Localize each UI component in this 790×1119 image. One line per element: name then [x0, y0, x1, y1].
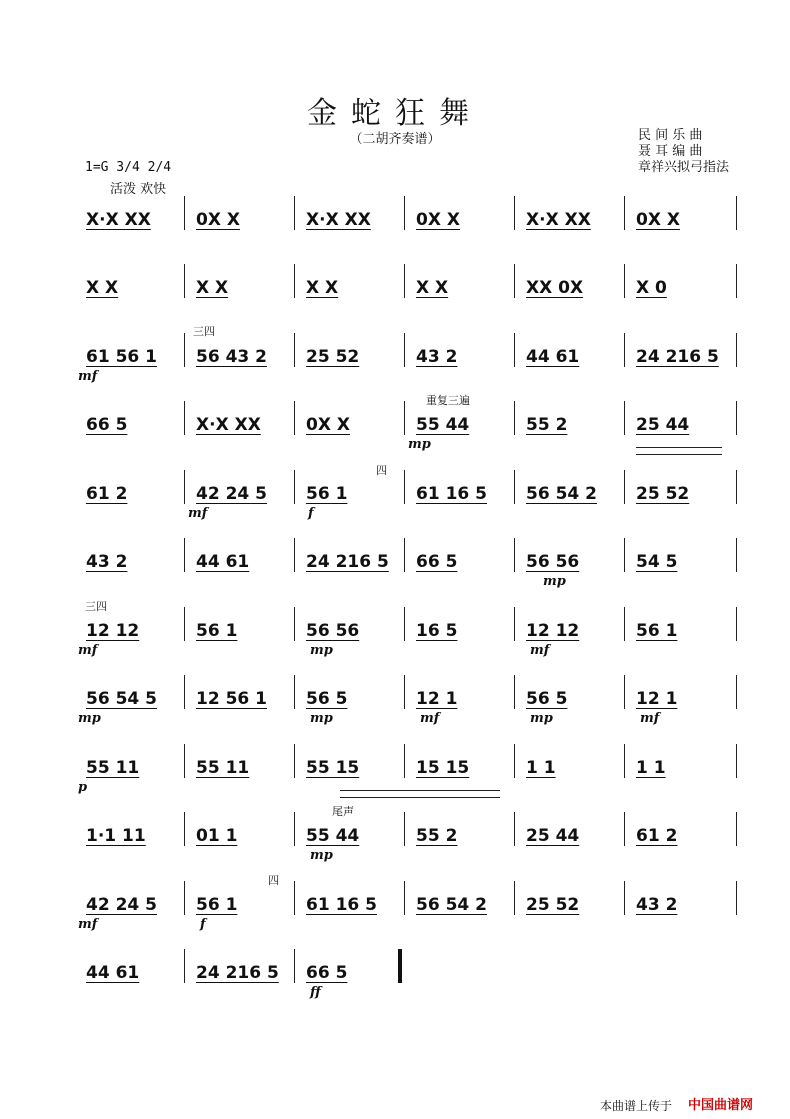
measure-notes: X·X XX [86, 210, 151, 230]
bar-line [736, 470, 737, 504]
bar-line [736, 401, 737, 435]
measure-notes: 12 12 [526, 621, 580, 641]
bar-line [184, 675, 185, 709]
bar-line [184, 538, 185, 572]
dynamic-marking: mf [640, 711, 660, 726]
dynamic-marking: mp [310, 643, 333, 658]
score-row [78, 210, 738, 254]
bar-line [404, 470, 405, 504]
measure-notes: 56 1 [306, 484, 348, 504]
measure-notes: 66 5 [416, 552, 458, 572]
dynamic-marking: mf [78, 917, 98, 932]
measure-notes: 42 24 5 [196, 484, 267, 504]
bar-line [404, 744, 405, 778]
measure-notes: 56 5 [526, 689, 568, 709]
credit-origin: 民 间 乐 曲 [638, 128, 703, 143]
bar-line [514, 744, 515, 778]
measure-notes: 1 1 [636, 758, 666, 778]
bar-line [624, 538, 625, 572]
measure-notes: 01 1 [196, 826, 238, 846]
measure-notes: 56 1 [196, 621, 238, 641]
bar-line [184, 196, 185, 230]
measure-notes: X X [416, 278, 449, 298]
dynamic-marking: mf [78, 643, 98, 658]
bar-line [624, 401, 625, 435]
bar-line [294, 607, 295, 641]
measure-notes: 44 61 [86, 963, 140, 983]
bar-line [514, 812, 515, 846]
measure-notes: X·X XX [306, 210, 371, 230]
bar-line [294, 264, 295, 298]
measure-notes: 61 16 5 [416, 484, 487, 504]
bar-line [514, 470, 515, 504]
measure-notes: 25 52 [526, 895, 580, 915]
dynamic-marking: mp [543, 574, 566, 589]
measure-notes: 0X X [416, 210, 460, 230]
score-row [78, 895, 738, 939]
bar-line [514, 538, 515, 572]
dynamic-marking: mp [310, 848, 333, 863]
credits [638, 128, 729, 176]
coda-label: 尾声 [332, 805, 354, 818]
bar-line [184, 881, 185, 915]
measure-notes: 44 61 [196, 552, 250, 572]
bar-line [736, 538, 737, 572]
bar-line [294, 744, 295, 778]
measure-notes: X X [86, 278, 119, 298]
bar-line [736, 744, 737, 778]
bar-line [294, 401, 295, 435]
dynamic-marking: f [308, 506, 314, 521]
fingering-mark: 四 [376, 464, 387, 477]
measure-notes: 56 5 [306, 689, 348, 709]
dynamic-marking: mp [408, 437, 431, 452]
dynamic-marking: mf [530, 643, 550, 658]
measure-notes: 56 54 5 [86, 689, 157, 709]
measure-notes: 55 15 [306, 758, 360, 778]
bar-line [184, 470, 185, 504]
bar-line [514, 196, 515, 230]
measure-notes: 43 2 [636, 895, 678, 915]
score-row [78, 621, 738, 665]
measure-notes: 61 16 5 [306, 895, 377, 915]
measure-notes: 44 61 [526, 347, 580, 367]
bar-line [624, 264, 625, 298]
dynamic-marking: mp [310, 711, 333, 726]
measure-notes: 1 1 [526, 758, 556, 778]
bar-line [404, 264, 405, 298]
bar-line [404, 607, 405, 641]
measure-notes: 56 54 2 [416, 895, 487, 915]
bar-line [404, 196, 405, 230]
tempo-marking: 活泼 欢快 [110, 182, 167, 197]
measure-notes: 56 54 2 [526, 484, 597, 504]
bar-line [184, 949, 185, 983]
dynamic-marking: mf [78, 369, 98, 384]
measure-notes: 55 44 [306, 826, 360, 846]
measure-notes: 24 216 5 [306, 552, 389, 572]
bar-line [624, 607, 625, 641]
key-signature: 1=G 3/4 2/4 [85, 160, 172, 175]
score-row [78, 484, 738, 528]
bar-line [404, 881, 405, 915]
measure-notes: 61 2 [86, 484, 128, 504]
bar-line [624, 812, 625, 846]
bar-line [294, 196, 295, 230]
page-title: 金蛇狂舞 [307, 96, 483, 131]
measure-notes: X X [306, 278, 339, 298]
bar-line [736, 333, 737, 367]
bar-line [624, 196, 625, 230]
bar-line [184, 607, 185, 641]
measure-notes: XX 0X [526, 278, 584, 298]
measure-notes: 25 44 [636, 415, 690, 435]
measure-notes: 66 5 [86, 415, 128, 435]
measure-notes: 1·1 11 [86, 826, 146, 846]
bar-line [514, 264, 515, 298]
fingering-mark: 四 [268, 874, 279, 887]
dynamic-marking: p [78, 780, 88, 795]
bar-line [624, 675, 625, 709]
measure-notes: X·X XX [196, 415, 261, 435]
measure-notes: X 0 [636, 278, 667, 298]
measure-notes: 56 1 [636, 621, 678, 641]
measure-notes: 42 24 5 [86, 895, 157, 915]
fingering-mark: 三四 [85, 600, 107, 613]
decrescendo-hairpin [340, 790, 500, 798]
measure-notes: 61 2 [636, 826, 678, 846]
credit-arranger: 聂 耳 编 曲 [638, 144, 703, 159]
measure-notes: 12 1 [636, 689, 678, 709]
site-logo: 中国曲谱网 [688, 1098, 754, 1113]
bar-line [294, 812, 295, 846]
final-bar-line [398, 949, 402, 983]
measure-notes: 12 56 1 [196, 689, 267, 709]
measure-notes: 55 11 [196, 758, 250, 778]
bar-line [624, 333, 625, 367]
score-row [78, 552, 738, 596]
measure-notes: 24 216 5 [636, 347, 719, 367]
measure-notes: 43 2 [416, 347, 458, 367]
bar-line [736, 881, 737, 915]
bar-line [294, 470, 295, 504]
bar-line [736, 812, 737, 846]
bar-line [736, 196, 737, 230]
bar-line [404, 401, 405, 435]
score-row [78, 826, 738, 870]
measure-notes: 24 216 5 [196, 963, 279, 983]
score-row [78, 278, 738, 322]
dynamic-marking: mp [530, 711, 553, 726]
measure-notes: 0X X [306, 415, 350, 435]
measure-notes: 12 1 [416, 689, 458, 709]
bar-line [736, 607, 737, 641]
measure-notes: 55 44 [416, 415, 470, 435]
bar-line [514, 333, 515, 367]
bar-line [294, 333, 295, 367]
bar-line [514, 881, 515, 915]
bar-line [514, 401, 515, 435]
credit-bowing: 章祥兴拟弓指法 [638, 160, 730, 175]
bar-line [404, 538, 405, 572]
measure-notes: 55 11 [86, 758, 140, 778]
footer-text: 本曲谱上传于 [600, 1099, 673, 1113]
decrescendo-hairpin [636, 447, 722, 455]
measure-notes: 55 2 [526, 415, 568, 435]
bar-line [624, 470, 625, 504]
measure-notes: 56 43 2 [196, 347, 267, 367]
repeat-instruction: 重复三遍 [426, 394, 470, 407]
bar-line [514, 675, 515, 709]
measure-notes: X X [196, 278, 229, 298]
bar-line [404, 675, 405, 709]
bar-line [184, 812, 185, 846]
measure-notes: 25 44 [526, 826, 580, 846]
bar-line [294, 881, 295, 915]
measure-notes: 56 1 [196, 895, 238, 915]
bar-line [294, 949, 295, 983]
bar-line [294, 538, 295, 572]
measure-notes: 66 5 [306, 963, 348, 983]
bar-line [184, 264, 185, 298]
bar-line [624, 744, 625, 778]
dynamic-marking: mf [420, 711, 440, 726]
bar-line [184, 333, 185, 367]
bar-line [624, 881, 625, 915]
dynamic-marking: mf [188, 506, 208, 521]
dynamic-marking: ff [310, 985, 321, 1000]
fingering-mark: 三四 [193, 325, 215, 338]
score-row [78, 347, 738, 391]
score-row [78, 963, 738, 1007]
measure-notes: 25 52 [636, 484, 690, 504]
measure-notes: 12 12 [86, 621, 140, 641]
dynamic-marking: f [200, 917, 206, 932]
measure-notes: X·X XX [526, 210, 591, 230]
bar-line [184, 401, 185, 435]
bar-line [736, 264, 737, 298]
measure-notes: 0X X [196, 210, 240, 230]
measure-notes: 54 5 [636, 552, 678, 572]
bar-line [514, 607, 515, 641]
measure-notes: 61 56 1 [86, 347, 157, 367]
measure-notes: 56 56 [306, 621, 360, 641]
page-subtitle: （二胡齐奏谱） [349, 132, 441, 147]
measure-notes: 0X X [636, 210, 680, 230]
bar-line [404, 333, 405, 367]
score-row [78, 689, 738, 733]
bar-line [294, 675, 295, 709]
bar-line [184, 744, 185, 778]
measure-notes: 25 52 [306, 347, 360, 367]
dynamic-marking: mp [78, 711, 101, 726]
bar-line [404, 812, 405, 846]
measure-notes: 15 15 [416, 758, 470, 778]
measure-notes: 16 5 [416, 621, 458, 641]
bar-line [736, 675, 737, 709]
measure-notes: 56 56 [526, 552, 580, 572]
measure-notes: 55 2 [416, 826, 458, 846]
measure-notes: 43 2 [86, 552, 128, 572]
